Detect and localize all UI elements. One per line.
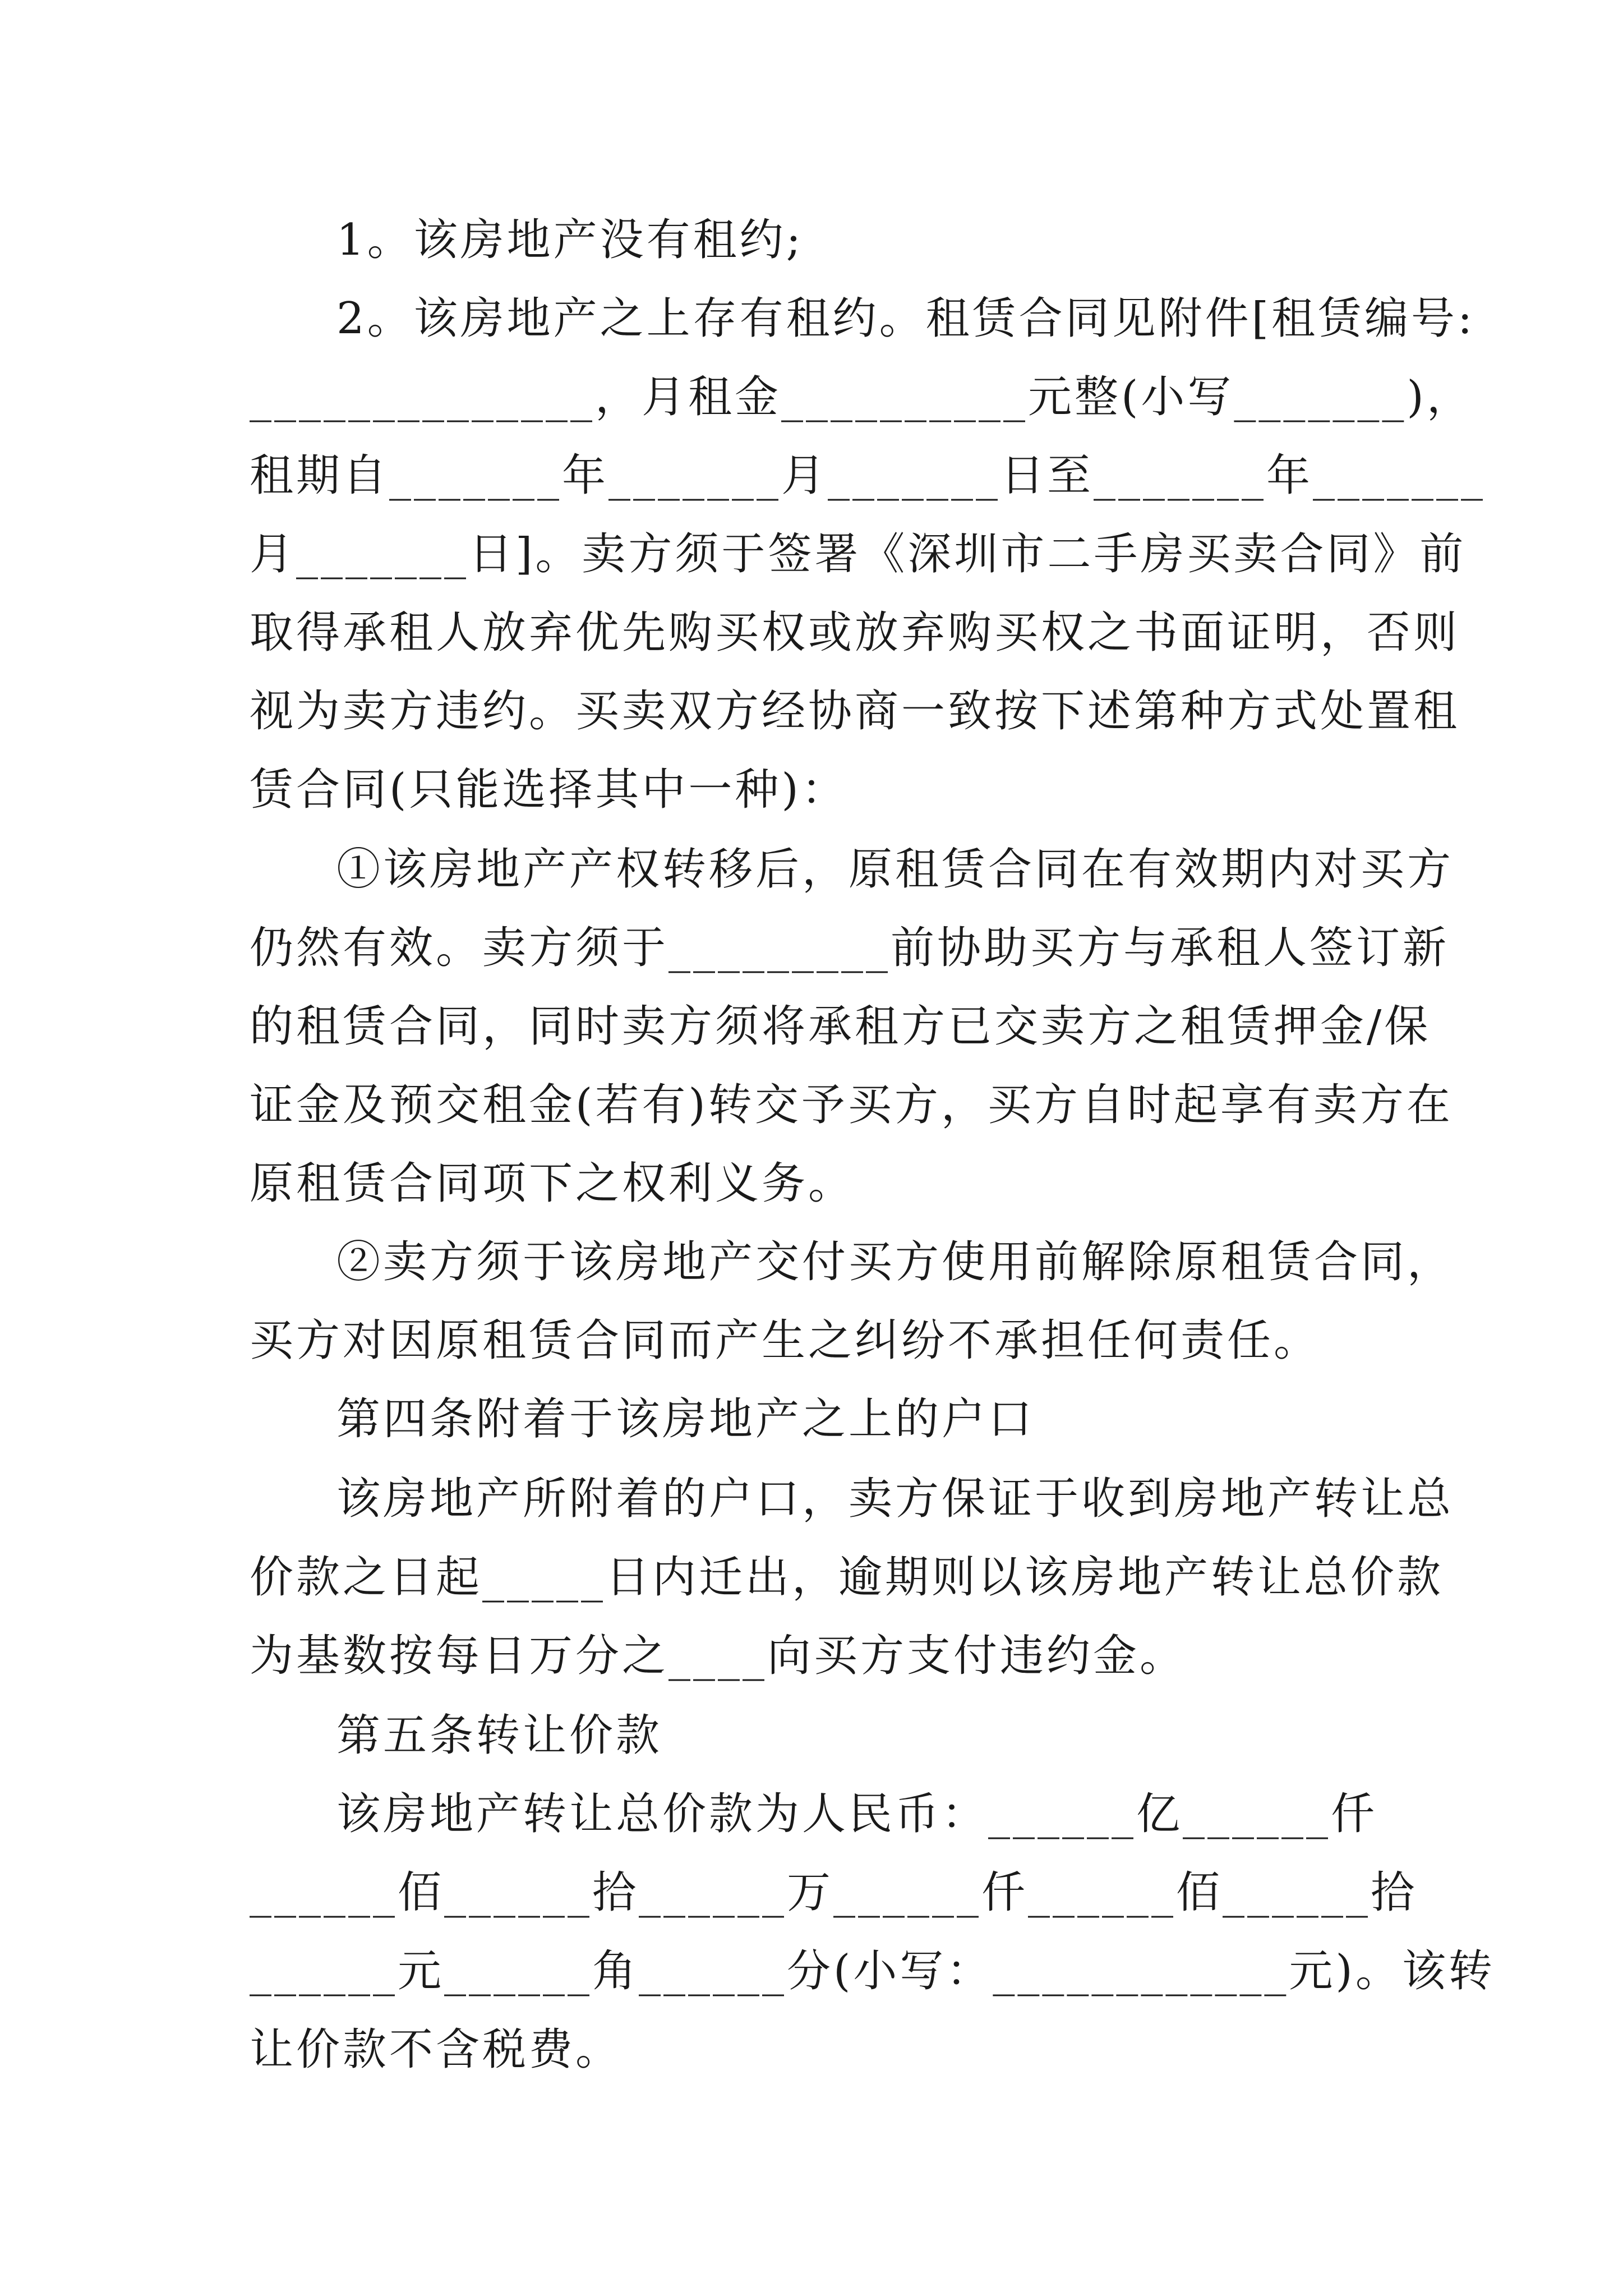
option-2-line-2: 买方对因原租赁合同而产生之纠纷不承担任何责任。 — [250, 1315, 1321, 1366]
article-5-line-4: 让价款不含税费。 — [250, 2024, 623, 2075]
clause-item-2-line-3: 租期自_______年_______月_______日至_______年_______ — [250, 450, 1486, 501]
clause-item-2-line-1: 2。该房地产之上存有租约。租赁合同见附件[租赁编号: — [336, 293, 1476, 344]
option-1-line-2: 仍然有效。卖方须于_________前协助买方与承租人签订新 — [250, 923, 1450, 973]
article-4-line-3: 为基数按每日万分之____向买方支付违约金。 — [250, 1631, 1187, 1681]
clause-item-2-line-7: 赁合同(只能选择其中一种)： — [250, 765, 848, 815]
option-1-line-1: ①该房地产产权转移后，原租赁合同在有效期内对买方 — [336, 844, 1454, 895]
option-1-line-3: 的租赁合同，同时卖方须将承租方已交卖方之租赁押金/保 — [250, 1001, 1431, 1052]
article-4-heading: 第四条附着于该房地产之上的户口 — [336, 1394, 1035, 1444]
article-4-line-2: 价款之日起_____日内迁出，逾期则以该房地产转让总价款 — [250, 1552, 1444, 1603]
option-2-line-1: ②卖方须于该房地产交付买方使用前解除原租赁合同， — [336, 1237, 1454, 1287]
option-1-line-5: 原租赁合同项下之权利义务。 — [250, 1158, 855, 1209]
clause-item-2-line-5: 取得承租人放弃优先购买权或放弃购买权之书面证明，否则 — [250, 608, 1460, 658]
article-5-line-2: ______佰______拾______万______仟______佰______拾 — [250, 1867, 1418, 1918]
clause-item-2-line-6: 视为卖方违约。买卖双方经协商一致按下述第种方式处置租 — [250, 686, 1460, 737]
article-4-line-1: 该房地产所附着的户口，卖方保证于收到房地产转让总 — [336, 1474, 1454, 1524]
clause-item-2-line-2: ______________，月租金__________元整(小写_______)， — [250, 372, 1473, 422]
clause-item-1: 1。该房地产没有租约; — [336, 215, 804, 265]
article-5-line-1: 该房地产转让总价款为人民币：______亿______仟 — [336, 1789, 1378, 1839]
article-5-heading: 第五条转让价款 — [336, 1710, 663, 1761]
article-5-line-3: ______元______角______分(小写：____________元)。该转 — [250, 1946, 1495, 1996]
option-1-line-4: 证金及预交租金(若有)转交予买方，买方自时起享有卖方在 — [250, 1080, 1453, 1130]
clause-item-2-line-4: 月_______日]。卖方须于签署《深圳市二手房买卖合同》前 — [250, 529, 1467, 579]
